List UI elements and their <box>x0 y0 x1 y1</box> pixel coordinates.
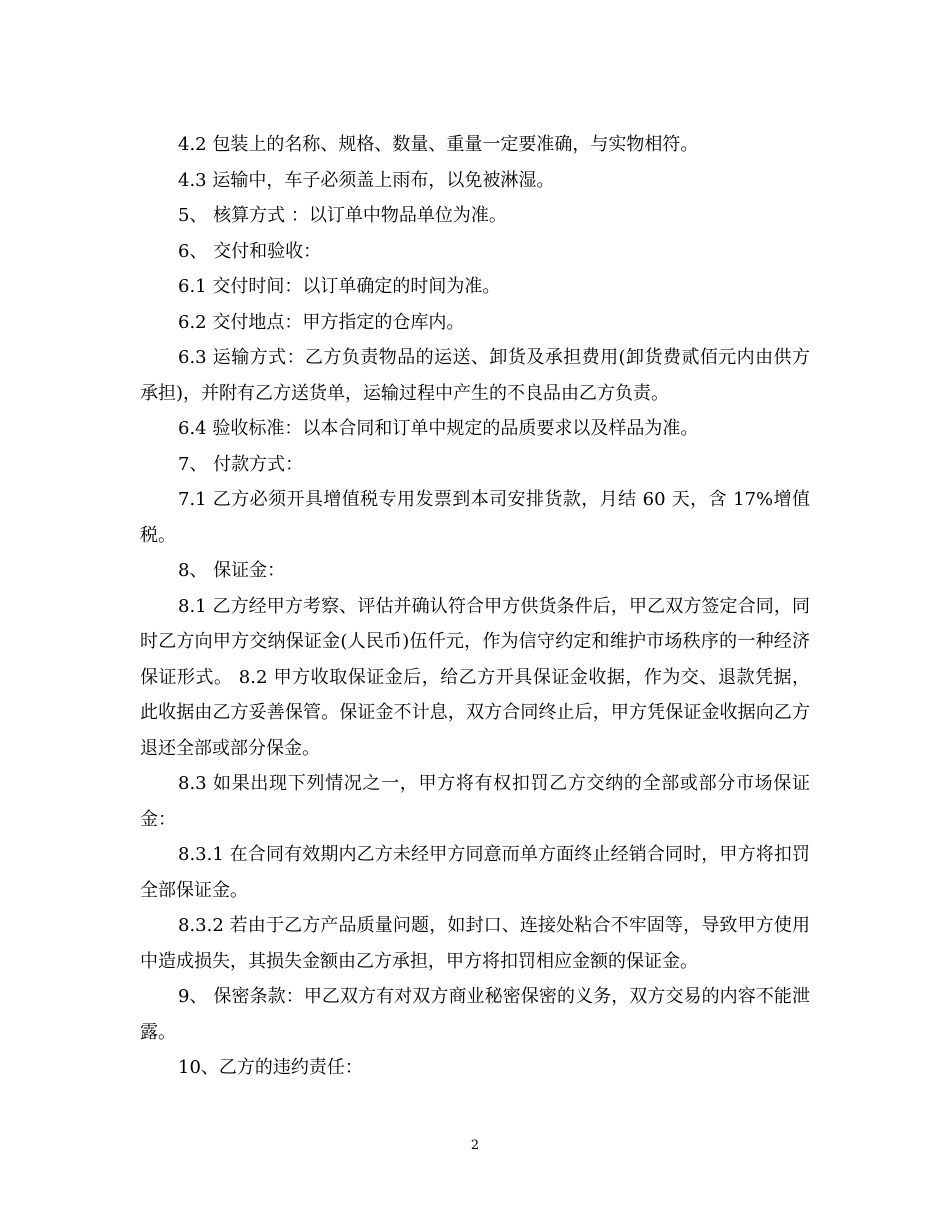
paragraph-6-4: 6.4 验收标准：以本合同和订单中规定的品质要求以及样品为准。 <box>178 418 699 439</box>
paragraph-8-3-1: 8.3.1 在合同有效期内乙方未经甲方同意而单方面终止经销合同时，甲方将扣罚全部保证金。 <box>140 844 810 901</box>
paragraph-8-3: 8.3 如果出现下列情况之一，甲方将有权扣罚乙方交纳的全部或部分市场保证金： <box>140 773 810 830</box>
paragraph-6-1: 6.1 交付时间：以订单确定的时间为准。 <box>178 276 501 297</box>
paragraph-6-3: 6.3 运输方式：乙方负责物品的运送、卸货及承担费用(卸货费贰佰元内由供方承担)，并附有乙方送货单，运输过程中产生的不良品由乙方负责。 <box>140 347 810 404</box>
paragraph-4-3: 4.3 运输中，车子必须盖上雨布，以免被淋湿。 <box>178 169 555 191</box>
paragraph-6-2: 6.2 交付地点：甲方指定的仓库内。 <box>178 311 465 333</box>
paragraph-8-1: 8.1 乙方经甲方考察、评估并确认符合甲方供货条件后，甲乙双方签定合同，同时乙方向甲方交纳保证金(人民币)伍仟元，作为信守约定和维护市场秩序的一种经济保证形式。 8.2 甲方收取保证金后，给乙方开具保证金收据，作为交、退款凭据，此收据由乙方妥善保管。保证金不计息，双方合同终止后，甲方凭保证金收据向乙方退还全部或部分保金。 <box>140 595 810 759</box>
page-number: 2 <box>470 1138 480 1153</box>
paragraph-7: 7、 付款方式： <box>178 453 304 475</box>
paragraph-8: 8、 保证金： <box>178 560 286 581</box>
paragraph-7-1: 7.1 乙方必须开具增值税专用发票到本司安排货款，月结 60 天，含 17%增值税。 <box>140 489 810 546</box>
paragraph-9: 9、 保密条款：甲乙双方有对双方商业秘密保密的义务，双方交易的内容不能泄露。 <box>140 986 810 1043</box>
paragraph-6: 6、 交付和验收： <box>178 240 322 262</box>
document-body <box>140 127 810 1086</box>
paragraph-4-2: 4.2 包装上的名称、规格、数量、重量一定要准确，与实物相符。 <box>178 134 699 155</box>
paragraph-5: 5、 核算方式 ：以订单中物品单位为准。 <box>178 205 507 226</box>
paragraph-10: 10、乙方的违约责任： <box>178 1057 363 1078</box>
paragraph-8-3-2: 8.3.2 若由于乙方产品质量问题，如封口、连接处粘合不牢固等，导致甲方使用中造成损失，其损失金额由乙方承担，甲方将扣罚相应金额的保证金。 <box>140 915 810 972</box>
